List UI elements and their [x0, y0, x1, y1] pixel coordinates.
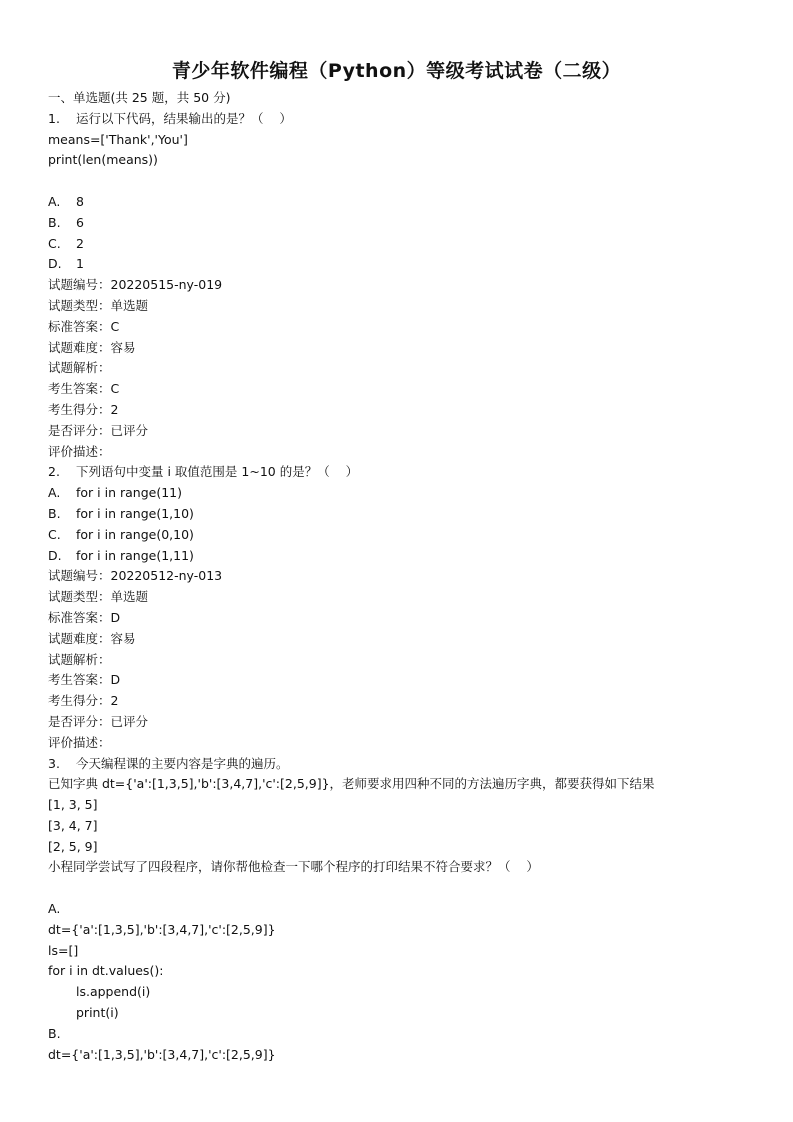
expected-result: [2, 5, 9]	[48, 838, 98, 854]
meta-comment: 评价描述：	[48, 734, 111, 750]
option-text: 6	[76, 214, 84, 230]
meta-type: 试题类型：单选题	[48, 297, 149, 313]
meta-answer: 标准答案：C	[48, 318, 120, 334]
question-3-stem	[48, 754, 768, 775]
code-line: ls=[]	[48, 942, 79, 958]
option-text: for i in range(0,10)	[76, 526, 194, 542]
meta-score: 考生得分：2	[48, 693, 119, 709]
question-2-stem	[48, 462, 768, 483]
blank-line	[48, 878, 768, 899]
option-a-letter: A.	[48, 901, 61, 917]
code-line: means=['Thank','You']	[48, 131, 188, 147]
question-prompt: 小程同学尝试写了四段程序，请你帮他检查一下哪个程序的打印结果不符合要求？（ ）	[48, 859, 539, 875]
page-title: 青少年软件编程（Python）等级考试试卷（二级）	[171, 60, 622, 82]
option-d	[48, 546, 768, 567]
option-letter: C.	[48, 526, 61, 542]
code-line: print(i)	[76, 1005, 119, 1021]
question-text: 下列语句中变量 i 取值范围是 1~10 的是？（ ）	[76, 464, 359, 480]
meta-analysis: 试题解析：	[48, 360, 111, 376]
question-number: 2.	[48, 464, 60, 480]
option-letter: D.	[48, 547, 62, 563]
option-letter: B.	[48, 505, 61, 521]
expected-result: [3, 4, 7]	[48, 817, 98, 833]
option-text: 2	[76, 235, 84, 251]
code-line: ls.append(i)	[76, 984, 151, 1000]
section-header: 一、单选题(共 25 题，共 50 分)	[48, 90, 231, 105]
option-letter: A.	[48, 193, 61, 209]
option-d	[48, 254, 768, 275]
option-a	[48, 483, 768, 504]
option-letter: A.	[48, 485, 61, 501]
option-letter: D.	[48, 256, 62, 272]
meta-id: 试题编号：20220512-ny-013	[48, 568, 223, 584]
meta-type: 试题类型：单选题	[48, 589, 149, 605]
option-text: for i in range(11)	[76, 485, 182, 501]
option-text: 1	[76, 256, 84, 272]
option-letter: C.	[48, 235, 61, 251]
code-line: print(len(means))	[48, 152, 158, 168]
option-text: for i in range(1,10)	[76, 505, 194, 521]
option-text: for i in range(1,11)	[76, 547, 194, 563]
option-c	[48, 234, 768, 255]
meta-score: 考生得分：2	[48, 401, 119, 417]
question-text: 今天编程课的主要内容是字典的遍历。	[76, 755, 289, 771]
expected-result: [1, 3, 5]	[48, 797, 98, 813]
question-description: 已知字典 dt={'a':[1,3,5],'b':[3,4,7],'c':[2,5,9]}，老师要求用四种不同的方法遍历字典，都要获得如下结果	[48, 776, 655, 792]
meta-analysis: 试题解析：	[48, 651, 111, 667]
option-text: 8	[76, 193, 84, 209]
meta-answer: 标准答案：D	[48, 609, 121, 625]
meta-difficulty: 试题难度：容易	[48, 630, 136, 646]
meta-comment: 评价描述：	[48, 443, 111, 459]
option-a	[48, 192, 768, 213]
option-b-letter: B.	[48, 1025, 61, 1041]
meta-graded: 是否评分：已评分	[48, 713, 149, 729]
code-line: for i in dt.values():	[48, 963, 164, 979]
meta-student-answer: 考生答案：C	[48, 381, 120, 397]
blank-line	[48, 171, 768, 192]
meta-id: 试题编号：20220515-ny-019	[48, 277, 223, 293]
question-text: 运行以下代码，结果输出的是？（ ）	[76, 110, 292, 126]
option-b	[48, 213, 768, 234]
question-number: 3.	[48, 755, 60, 771]
code-line: dt={'a':[1,3,5],'b':[3,4,7],'c':[2,5,9]}	[48, 921, 276, 937]
option-letter: B.	[48, 214, 61, 230]
option-c	[48, 525, 768, 546]
meta-student-answer: 考生答案：D	[48, 672, 121, 688]
question-1-stem	[48, 109, 768, 130]
meta-difficulty: 试题难度：容易	[48, 339, 136, 355]
code-line: dt={'a':[1,3,5],'b':[3,4,7],'c':[2,5,9]}	[48, 1046, 276, 1062]
exam-content	[48, 88, 768, 1065]
option-b	[48, 504, 768, 525]
question-number: 1.	[48, 110, 60, 126]
meta-graded: 是否评分：已评分	[48, 422, 149, 438]
